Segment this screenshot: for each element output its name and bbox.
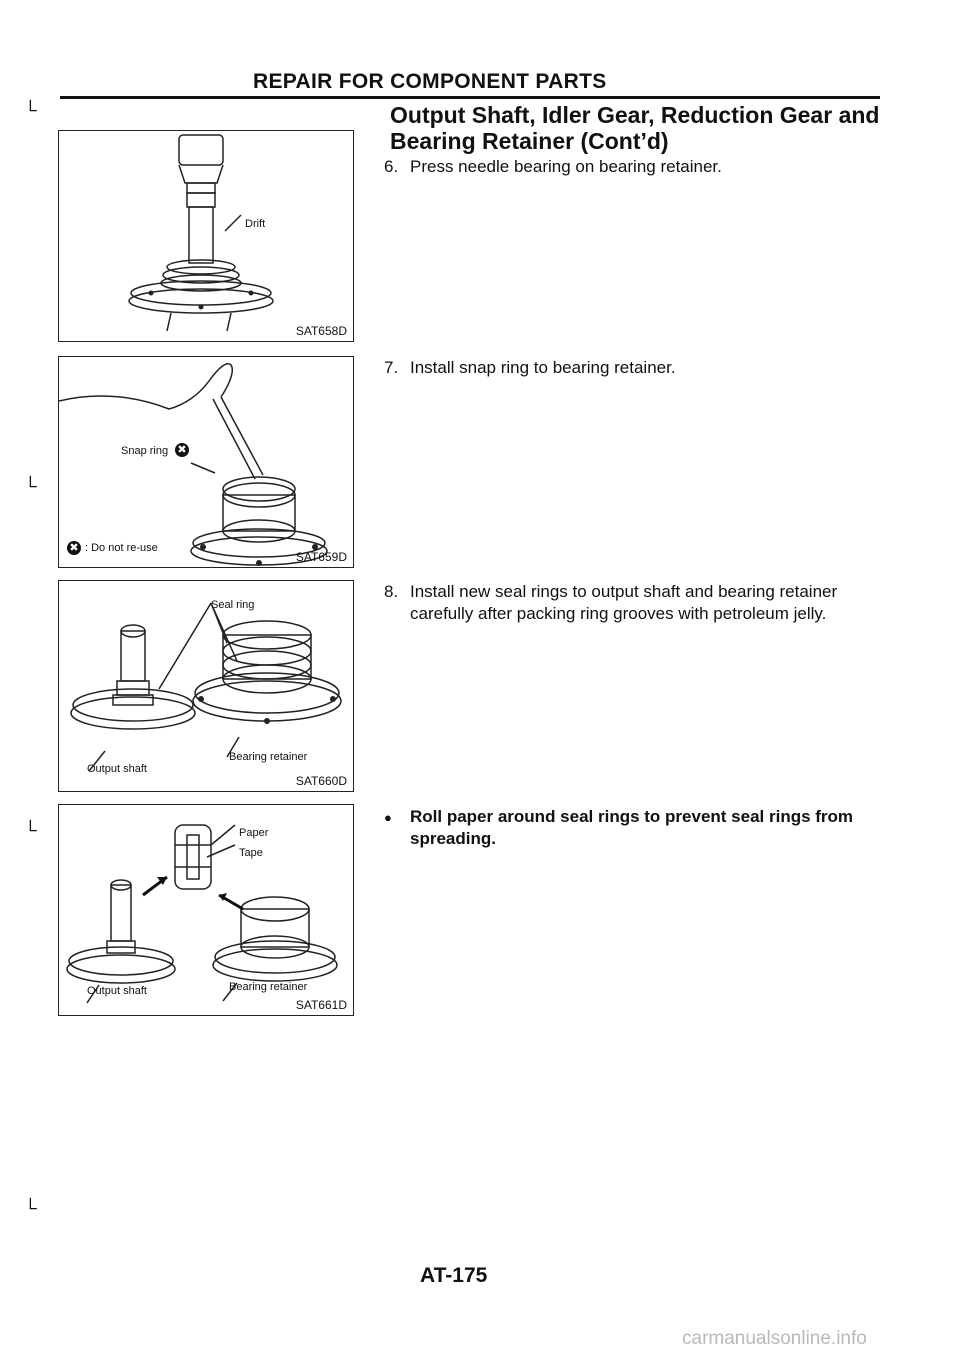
label-bearing-retainer: Bearing retainer	[229, 751, 308, 763]
step-number: 6.	[384, 157, 399, 176]
snap-ring-installation-illustration	[59, 357, 353, 567]
binder-mark-icon: └	[24, 1198, 37, 1218]
figure-code: SAT658D	[295, 324, 347, 338]
figure-sat660d	[58, 580, 354, 792]
bullet-dot-icon: ●	[384, 810, 392, 825]
binder-mark-icon: └	[24, 820, 37, 840]
binder-mark-icon: └	[24, 100, 37, 120]
label-seal-ring: Seal ring	[211, 599, 255, 611]
header-rule	[60, 96, 880, 99]
label-output-shaft: Output shaft	[87, 763, 147, 775]
bullet-roll-paper	[384, 806, 880, 850]
figure-sat658d	[58, 130, 354, 342]
watermark: carmanualsonline.info	[682, 1328, 867, 1349]
label-tape: Tape	[239, 847, 263, 859]
step-number: 7.	[384, 358, 399, 377]
step-text: Install snap ring to bearing retainer.	[410, 358, 676, 377]
do-not-reuse-icon: ✖	[175, 443, 189, 457]
label-output-shaft: Output shaft	[87, 985, 147, 997]
step-7	[384, 357, 880, 379]
label-do-not-reuse: : Do not re-use	[85, 542, 158, 554]
step-text: Press needle bearing on bearing retainer.	[410, 157, 722, 176]
bullet-text: Roll paper around seal rings to prevent seal rings from spreading.	[410, 807, 854, 848]
label-snap-ring: Snap ring	[121, 445, 169, 457]
binder-mark-icon: └	[24, 476, 37, 496]
step-6	[384, 156, 880, 178]
page-title	[390, 102, 890, 154]
step-number: 8.	[384, 582, 399, 601]
do-not-reuse-icon: ✖	[67, 541, 81, 555]
page-number: AT-175	[420, 1264, 488, 1287]
title-line-2: Bearing Retainer (Cont’d)	[390, 128, 669, 154]
label-bearing-retainer: Bearing retainer	[229, 981, 308, 993]
figure-code: SAT660D	[295, 774, 347, 788]
step-text: Install new seal rings to output shaft and bearing retainer carefully after packing ring grooves with petroleum jelly.	[410, 582, 838, 623]
figure-sat659d	[58, 356, 354, 568]
figure-sat661d	[58, 804, 354, 1016]
paper-tape-illustration	[59, 805, 353, 1015]
step-8	[384, 581, 880, 625]
label-paper: Paper	[239, 827, 269, 839]
figure-code: SAT661D	[295, 998, 347, 1012]
seal-ring-illustration	[59, 581, 353, 791]
title-line-1: Output Shaft, Idler Gear, Reduction Gear and	[390, 102, 880, 128]
figure-code: SAT659D	[295, 550, 347, 564]
section-header: REPAIR FOR COMPONENT PARTS	[253, 70, 607, 93]
label-drift: Drift	[245, 218, 266, 230]
drift-press-illustration	[59, 131, 353, 341]
